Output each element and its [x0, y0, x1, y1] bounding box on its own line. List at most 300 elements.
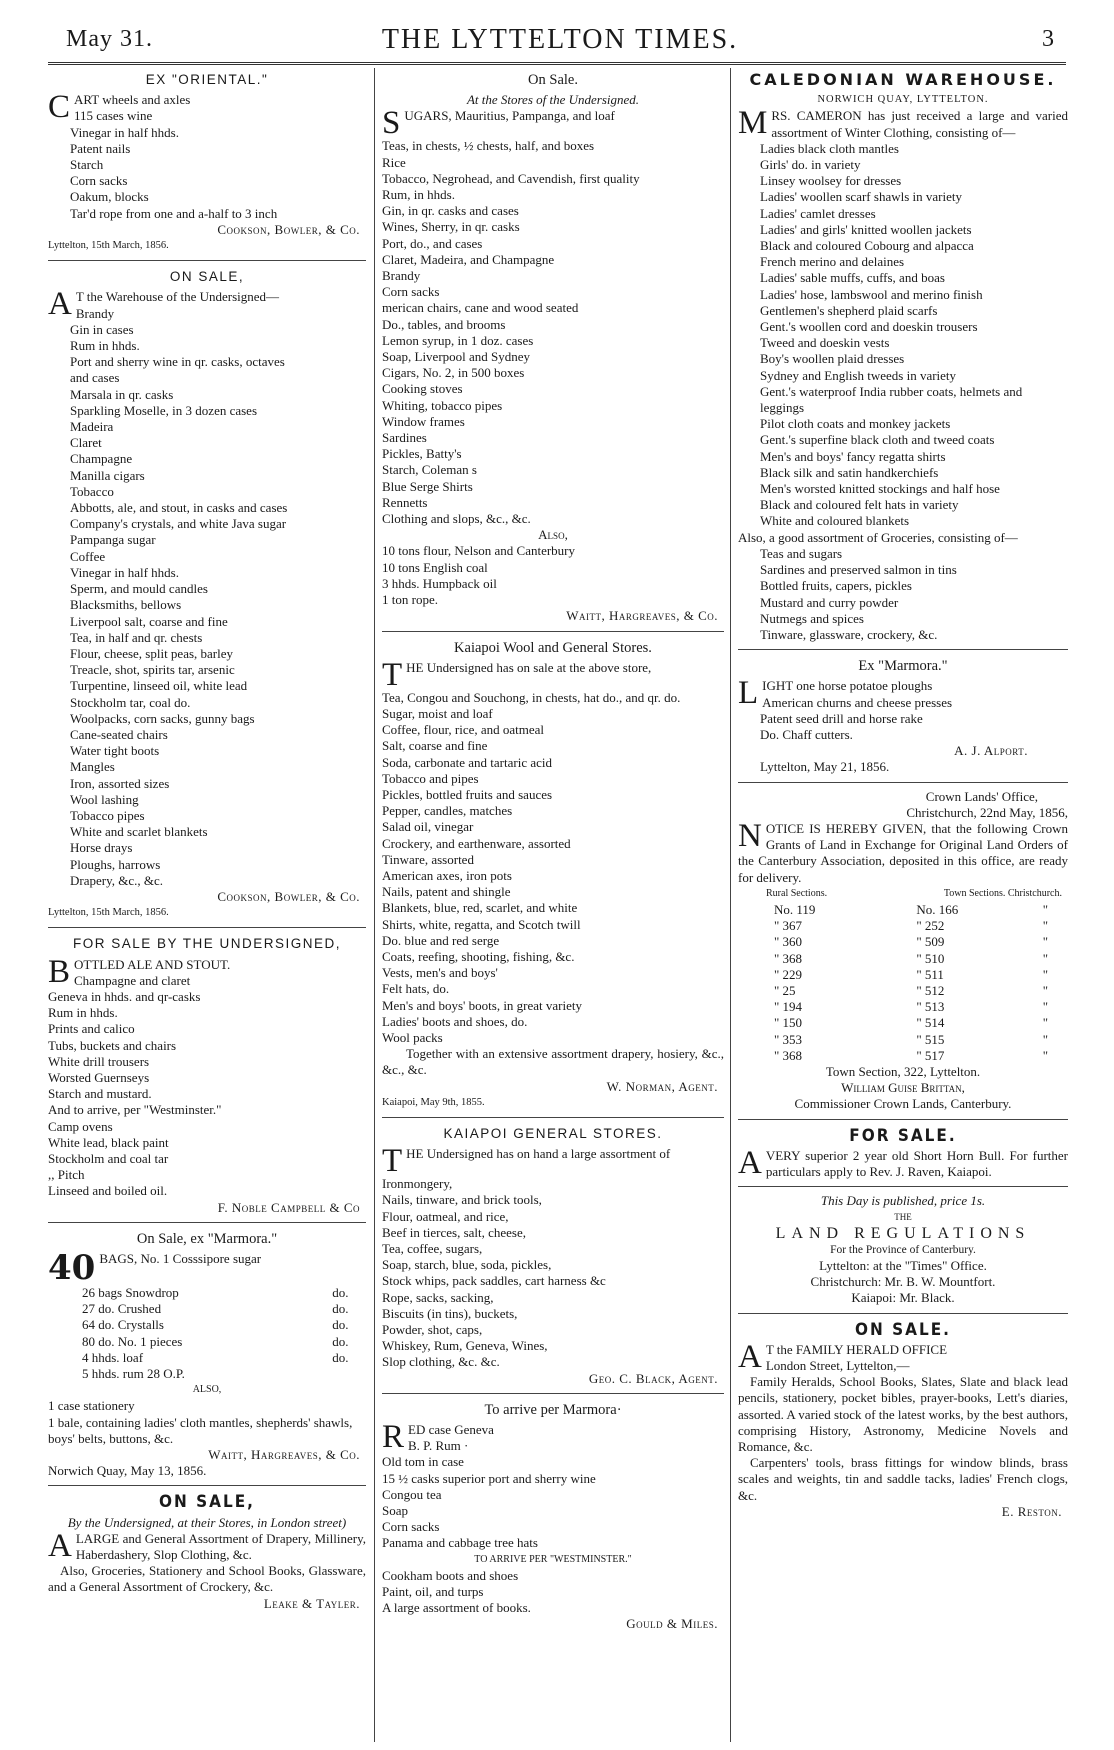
list-item: Rope, sacks, sacking, — [382, 1289, 494, 1305]
list-item: Pepper, candles, matches — [382, 803, 513, 819]
masthead-rule — [48, 62, 1066, 65]
list-item: Cookham boots and shoes — [382, 1567, 519, 1583]
sections-table — [738, 902, 1068, 1064]
list-item: Powder, shot, caps, — [382, 1322, 483, 1338]
rural-section-cell: " 25 — [774, 982, 796, 998]
table-row — [738, 918, 1068, 934]
drop-cap: S — [382, 105, 401, 142]
list-item: Black and coloured Cobourg and alpacca — [760, 238, 974, 254]
advert-first-line: IGHT one horse potatoe ploughs — [762, 678, 933, 694]
advert-text: VERY superior 2 year old Short Horn Bull. For further particulars apply to Rev. J. Raven, Kaiapoi. — [765, 1147, 1068, 1179]
town-section-cell: No. 166 — [916, 901, 959, 917]
goods-cell: 4 hhds. loaf — [82, 1349, 144, 1365]
column-1 — [48, 70, 366, 1742]
item-list — [382, 1438, 724, 1551]
list-item: Whiskey, Rum, Geneva, Wines, — [382, 1338, 548, 1354]
list-item: Gin, in qr. casks and cases — [382, 203, 519, 219]
list-item: Starch — [70, 157, 104, 173]
rural-section-cell: " 229 — [774, 966, 803, 982]
address-line: London Street, Lyttelton,— — [765, 1358, 910, 1374]
list-item: Bottled fruits, capers, pickles — [760, 578, 912, 594]
issue-date: May 31. — [66, 26, 153, 52]
office-line: Crown Lands' Office, — [925, 788, 1038, 804]
advert-subheading: At the Stores of the Undersigned. — [466, 92, 640, 108]
list-item: Tinware, assorted — [382, 851, 474, 867]
goods-cell: 64 do. Crystalls — [82, 1317, 164, 1333]
list-item: Worsted Guernseys — [48, 1069, 150, 1085]
list-item: Do. Chaff cutters. — [760, 726, 853, 742]
table-row — [48, 1334, 366, 1350]
list-item: Ladies' and girls' knitted woollen jackets — [760, 221, 972, 237]
advert-heading: FOR SALE. — [849, 1125, 957, 1146]
list-item: 1 bale, containing ladies' cloth mantles, shepherds' shawls, boys' belts, buttons, &c. — [48, 1414, 353, 1446]
list-item: Pickles, Batty's — [382, 446, 462, 462]
advert-to-arrive-marmora — [382, 1393, 724, 1633]
list-item: Clothing and slops, &c., &c. — [382, 511, 531, 527]
list-item: ,, Pitch — [48, 1167, 85, 1183]
christchurch-ditto-cell: " — [1042, 950, 1049, 966]
advert-signature: Geo. C. Black, Agent. — [588, 1370, 718, 1386]
list-item: Vinegar in half hhds. — [70, 564, 179, 580]
big-number: 40 — [48, 1248, 96, 1289]
drop-cap: B — [48, 953, 71, 990]
town-section-cell: " 512 — [916, 982, 945, 998]
christchurch-ditto-cell: " — [1042, 966, 1049, 982]
advert-heading: KAIAPOI GENERAL STORES. — [443, 1125, 663, 1141]
advert-land-regulations — [738, 1186, 1068, 1306]
advert-heading: Kaiapoi Wool and General Stores. — [454, 639, 652, 656]
list-item: White lead, black paint — [48, 1134, 169, 1150]
list-item: and cases — [70, 370, 120, 386]
advert-heading: ON SALE. — [855, 1319, 951, 1340]
advert-kaiapoi-wool — [382, 631, 724, 1111]
list-item: Company's crystals, and white Java sugar — [70, 516, 287, 532]
list-item: Christchurch: Mr. B. W. Mountfort. — [810, 1274, 996, 1290]
advert-date: Lyttelton, 15th March, 1856. — [48, 907, 169, 919]
advert-date: Lyttelton, May 21, 1856. — [760, 759, 890, 775]
list-item: Sydney and English tweeds in variety — [760, 367, 957, 383]
list-item: Liverpool salt, coarse and fine — [70, 613, 228, 629]
advert-ex-marmora-alport — [738, 649, 1068, 775]
town-section-cell: " 514 — [916, 1015, 945, 1031]
list-item: Brandy — [75, 305, 115, 321]
list-item: 10 tons flour, Nelson and Canterbury — [382, 543, 576, 559]
christchurch-ditto-cell: " — [1042, 982, 1049, 998]
list-item: Ladies black cloth mantles — [760, 140, 899, 156]
list-item: Tobacco, Negrohead, and Cavendish, first quality — [382, 170, 640, 186]
advert-first-line: LARGE and General Assortment of Drapery, Millinery, Haberdashery, Slop Clothing, &c. — [75, 1530, 366, 1563]
notice-crown-lands — [738, 782, 1068, 1113]
list-item: Teas, in chests, ½ chests, half, and boxes — [382, 138, 595, 154]
column-3 — [738, 70, 1068, 1742]
list-item: Champagne and claret — [74, 972, 191, 988]
drop-cap: T — [382, 1143, 403, 1180]
list-item: Abbotts, ale, and stout, in casks and cases — [70, 500, 288, 516]
list-item: 1 ton rope. — [382, 592, 438, 608]
list-item: Rice — [382, 154, 406, 170]
advert-date: Kaiapoi, May 9th, 1855. — [382, 1096, 485, 1108]
list-item: Tea, coffee, sugars, — [382, 1241, 483, 1256]
drop-cap: C — [48, 89, 71, 126]
advert-ex-oriental — [48, 72, 366, 254]
list-item: Stockholm tar, coal do. — [70, 694, 191, 710]
list-item: White and scarlet blankets — [70, 824, 208, 840]
list-item: Rum in hhds. — [70, 338, 140, 354]
list-item: Vinegar in half hhds. — [70, 124, 179, 140]
item-list — [738, 695, 1068, 744]
table-row — [738, 983, 1068, 999]
advert-signature: W. Norman, Agent. — [606, 1078, 718, 1094]
list-item: Lyttelton: at the "Times" Office. — [819, 1258, 987, 1274]
advert-signature: Gould & Miles. — [626, 1616, 718, 1632]
rural-section-cell: " 360 — [774, 934, 803, 950]
advert-heading: CALEDONIAN WAREHOUSE. — [749, 70, 1057, 89]
advert-signature: A. J. Alport. — [954, 743, 1028, 759]
rural-section-cell: " 353 — [774, 1031, 803, 1047]
item-list — [382, 543, 724, 608]
advert-paragraph: Together with an extensive assortment drapery, hosiery, &c., &c., &c. — [382, 1046, 724, 1078]
town-sections-heading: Town Sections. Christchurch. — [943, 887, 1062, 899]
list-item: Turpentine, linseed oil, white lead — [70, 678, 248, 694]
town-section-cell: " 517 — [916, 1047, 945, 1063]
list-item: Water tight boots — [70, 743, 160, 759]
list-item: Men's worsted knitted stockings and half hose — [760, 481, 1000, 497]
column-2 — [382, 70, 724, 1742]
table-row — [738, 999, 1068, 1015]
goods-cell: 5 hhds. rum 28 O.P. — [82, 1366, 185, 1382]
list-item: Congou tea — [382, 1486, 442, 1502]
list-item: Flour, oatmeal, and rice, — [382, 1208, 509, 1224]
list-item: Gentlemen's shepherd plaid scarfs — [760, 302, 938, 318]
list-item: Woolpacks, corn sacks, gunny bags — [70, 710, 255, 726]
list-item: Gent.'s woollen cord and doeskin trousers — [760, 319, 978, 335]
advert-subheading: This Day is published, price 1s. — [820, 1193, 986, 1209]
advert-heading: EX "ORIENTAL." — [145, 72, 269, 87]
list-item: Tobacco and pipes — [382, 770, 479, 786]
list-item: Lemon syrup, in 1 doz. cases — [382, 332, 534, 348]
advert-on-sale-warehouse — [48, 260, 366, 921]
advert-signature: Cookson, Bowler, & Co. — [217, 221, 360, 237]
list-item: Vests, men's and boys' — [382, 965, 498, 981]
newspaper-title: THE LYTTELTON TIMES. — [381, 24, 739, 55]
list-item: Cooking stoves — [382, 381, 463, 397]
drop-cap: A — [738, 1144, 762, 1181]
drop-cap: A — [48, 286, 72, 323]
list-item: French merino and delaines — [760, 254, 905, 270]
list-item: Felt hats, do. — [382, 981, 450, 997]
list-item: Patent nails — [70, 140, 131, 156]
list-item: Brandy — [382, 268, 421, 284]
goods-table — [48, 1285, 366, 1382]
list-item: Rennetts — [382, 494, 428, 510]
list-item: Nails, tinware, and brick tools, — [382, 1192, 542, 1208]
drop-cap: M — [738, 105, 768, 142]
table-row — [738, 934, 1068, 950]
list-item: Coats, reefing, shooting, fishing, &c. — [382, 948, 575, 964]
town-section-cell: " 252 — [916, 918, 945, 934]
advert-first-line: HE Undersigned has on hand a large assortment of — [406, 1146, 671, 1162]
item-list — [48, 108, 366, 221]
list-item: Salad oil, vinegar — [382, 819, 474, 835]
advert-date: Norwich Quay, May 13, 1856. — [48, 1463, 207, 1479]
item-list — [382, 138, 724, 527]
list-item: Camp ovens — [48, 1118, 113, 1134]
table-row — [738, 1015, 1068, 1031]
table-row — [738, 1048, 1068, 1064]
advert-first-line: UGARS, Mauritius, Pampanga, and loaf — [404, 108, 615, 124]
advert-first-line: T the Warehouse of the Undersigned— — [75, 289, 280, 305]
list-item: Sparkling Moselle, in 3 dozen cases — [70, 402, 258, 418]
advert-caledonian-warehouse — [738, 72, 1068, 643]
list-item: Linsey woolsey for dresses — [760, 173, 902, 189]
list-item: Tobacco pipes — [70, 807, 145, 823]
list-item: And to arrive, per "Westminster." — [48, 1102, 222, 1118]
list-item: Boy's woollen plaid dresses — [760, 351, 905, 367]
ditto-cell: do. — [332, 1349, 349, 1365]
list-item: Teas and sugars — [760, 545, 843, 561]
list-item: Men's and boys' boots, in great variety — [382, 997, 583, 1013]
list-item: Oakum, blocks — [70, 189, 149, 205]
also-line: Also, a good assortment of Groceries, consisting of— — [738, 529, 1018, 545]
list-item: Prints and calico — [48, 1021, 135, 1037]
list-item: Coffee, flour, rice, and oatmeal — [382, 722, 545, 738]
also-label: Also, — [538, 527, 568, 543]
list-item: Girls' do. in variety — [760, 157, 861, 173]
list-item: 10 tons English coal — [382, 559, 488, 575]
advert-date: Lyttelton, 15th March, 1856. — [48, 240, 169, 252]
list-item: Ladies' sable muffs, cuffs, and boas — [760, 270, 945, 286]
list-item: White drill trousers — [48, 1053, 150, 1069]
advert-paragraph: Family Heralds, School Books, Slates, Slate and black lead pencils, stationery, pocket bibles, prayer-books, Lett's diaries, assorted. A varied stock of the latest works, by the best authors, comprising History, Astronomy, Medicine Novels and Romance, &c. — [738, 1374, 1068, 1455]
list-item: Blankets, blue, red, scarlet, and white — [382, 900, 578, 916]
advert-heading: ON SALE, — [169, 269, 245, 285]
table-row — [48, 1366, 366, 1382]
list-item: Coffee — [70, 548, 106, 564]
list-item: Gin in cases — [70, 321, 134, 337]
drop-cap: N — [738, 817, 762, 854]
table-row — [48, 1301, 366, 1317]
advert-first-line: T the FAMILY HERALD OFFICE — [765, 1341, 948, 1357]
list-item: Claret, Madeira, and Champagne — [382, 251, 555, 267]
list-item: Champagne — [70, 451, 133, 467]
advert-signature: Waitt, Hargreaves, & Co. — [566, 608, 718, 624]
list-item: Tar'd rope from one and a-half to 3 inch — [70, 205, 278, 221]
christchurch-ditto-cell: " — [1042, 934, 1049, 950]
table-row — [738, 1032, 1068, 1048]
rural-section-cell: " 194 — [774, 999, 803, 1015]
list-item: Soap — [382, 1503, 408, 1519]
list-item: Iron, assorted sizes — [70, 775, 170, 791]
list-item: Corn sacks — [382, 284, 440, 300]
list-item: Stockholm and coal tar — [48, 1151, 169, 1166]
town-section-cell: " 515 — [916, 1031, 945, 1047]
advert-subheading: By the Undersigned, at their Stores, in London street) — [67, 1514, 347, 1530]
rural-section-cell: " 367 — [774, 918, 803, 934]
town-section-cell: " 511 — [916, 966, 944, 982]
list-item: Gent.'s superfine black cloth and tweed coats — [760, 432, 995, 448]
list-item: Sardines — [382, 430, 427, 446]
list-item: Tubs, buckets and chairs — [48, 1037, 177, 1053]
list-item: 3 hhds. Humpback oil — [382, 575, 497, 591]
goods-cell: 26 bags Snowdrop — [82, 1285, 179, 1301]
notice-text: OTICE IS HEREBY GIVEN, that the following Crown Grants of Land in Exchange for Original Land Orders of the Canterbury Association, deposited in this office, are ready for delivery. — [738, 820, 1068, 885]
list-item: Crockery, and earthenware, assorted — [382, 835, 571, 851]
list-item: Mustard and curry powder — [760, 594, 899, 610]
list-item: Slop clothing, &c. &c. — [382, 1354, 500, 1370]
list-item: Ladies' camlet dresses — [760, 205, 876, 221]
office-date: Christchurch, 22nd May, 1856, — [906, 804, 1068, 820]
list-item: Pickles, bottled fruits and sauces — [382, 786, 553, 802]
list-item: Tobacco — [70, 483, 114, 499]
advert-heading: Ex "Marmora." — [858, 658, 948, 675]
table-row — [48, 1285, 366, 1301]
advert-kaiapoi-general — [382, 1117, 724, 1387]
item-list — [738, 1258, 1068, 1307]
list-item: Cigars, No. 2, in 500 boxes — [382, 365, 525, 381]
column-divider — [730, 68, 731, 1742]
list-item: Pampanga sugar — [70, 532, 156, 548]
table-row — [48, 1350, 366, 1366]
drop-cap: A — [738, 1338, 762, 1375]
list-item: Corn sacks — [70, 173, 128, 189]
list-item: Sugar, moist and loaf — [382, 705, 493, 721]
publication-subtitle: For the Province of Canterbury. — [830, 1243, 976, 1256]
advert-heading: On Sale, ex "Marmora." — [136, 1230, 278, 1247]
list-item: Patent seed drill and horse rake — [760, 710, 923, 726]
goods-cell: 27 do. Crushed — [82, 1301, 162, 1317]
list-item: Ironmongery, — [382, 1176, 453, 1192]
list-item: 115 cases wine — [74, 108, 153, 124]
ditto-cell — [332, 1366, 366, 1382]
advert-first-line: OTTLED ALE AND STOUT. — [74, 956, 231, 972]
list-item: Rum in hhds. — [48, 1005, 118, 1021]
advert-first-line: BAGS, No. 1 Cosssipore sugar — [99, 1251, 262, 1267]
christchurch-ditto-cell: " — [1042, 1015, 1049, 1031]
item-list — [738, 546, 1068, 643]
item-list — [48, 973, 366, 1200]
town-section-cell: " 510 — [916, 950, 945, 966]
advert-subheading: NORWICH QUAY, LYTTELTON. — [817, 94, 989, 106]
advert-heading: On Sale. — [528, 72, 578, 88]
list-item: Sardines and preserved salmon in tins — [760, 562, 957, 578]
advert-family-herald — [738, 1313, 1068, 1520]
advert-for-sale-undersigned — [48, 927, 366, 1215]
advert-signature: E. Reston. — [1001, 1503, 1062, 1519]
item-list — [382, 1568, 724, 1617]
masthead — [66, 22, 1054, 58]
advert-ex-marmora — [48, 1222, 366, 1480]
list-item: Treacle, shot, spirits tar, arsenic — [70, 662, 235, 678]
column-divider — [374, 68, 375, 1742]
advert-first-line: RS. CAMERON has just received a large and varied assortment of Winter Clothing, consisting of— — [771, 108, 1068, 140]
christchurch-ditto-cell: " — [1042, 918, 1049, 934]
list-item: Wool packs — [382, 1029, 443, 1045]
list-item: Madeira — [70, 419, 114, 435]
rural-sections-heading: Rural Sections. — [766, 887, 828, 899]
ditto-cell: do. — [332, 1285, 349, 1301]
list-item: Blue Serge Shirts — [382, 478, 473, 494]
list-item: Beef in tierces, salt, cheese, — [382, 1224, 527, 1240]
list-item: Men's and boys' fancy regatta shirts — [760, 448, 946, 464]
list-item: Wines, Sherry, in qr. casks — [382, 219, 520, 235]
list-item: American churns and cheese presses — [762, 694, 953, 710]
list-item: Soda, carbonate and tartaric acid — [382, 754, 552, 770]
list-item: Rum, in hhds. — [382, 187, 455, 203]
advert-paragraph: Also, Groceries, Stationery and School Books, Glassware, and a General Assortment of Crockery, &c. — [48, 1563, 366, 1595]
table-row — [48, 1317, 366, 1333]
advert-first-line: ART wheels and axles — [74, 92, 191, 108]
list-item: merican chairs, cane and wood seated — [382, 300, 579, 316]
item-list — [738, 141, 1068, 530]
advert-stores-undersigned — [382, 72, 724, 625]
list-item: Tweed and doeskin vests — [760, 335, 890, 351]
advert-first-line: ED case Geneva — [408, 1422, 494, 1438]
list-item: Geneva in hhds. and qr-casks — [48, 988, 201, 1004]
list-item: Flour, cheese, split peas, barley — [70, 645, 234, 661]
christchurch-ditto-cell: " — [1042, 1031, 1049, 1047]
town-section-cell: " 513 — [916, 999, 945, 1015]
advert-heading: FOR SALE BY THE UNDERSIGNED, — [72, 936, 342, 952]
list-item: American axes, iron pots — [382, 867, 512, 883]
list-item: Corn sacks — [382, 1519, 440, 1535]
publication-title: LAND REGULATIONS — [775, 1224, 1031, 1242]
goods-cell: 80 do. No. 1 pieces — [82, 1333, 183, 1349]
list-item: Soap, Liverpool and Sydney — [382, 349, 531, 365]
list-item: Panama and cabbage tree hats — [382, 1535, 538, 1551]
christchurch-ditto-cell: " — [1042, 1047, 1049, 1063]
list-item: Claret — [70, 435, 102, 451]
list-item: Linseed and boiled oil. — [48, 1183, 168, 1199]
list-item: Do. blue and red serge — [382, 932, 500, 948]
drop-cap: R — [382, 1419, 405, 1456]
signatory-title: Commissioner Crown Lands, Canterbury. — [794, 1096, 1012, 1112]
list-item: Blacksmiths, bellows — [70, 597, 182, 613]
list-item: Sperm, and mould candles — [70, 581, 208, 597]
list-item: Wool lashing — [70, 791, 139, 807]
list-item: Manilla cigars — [70, 467, 145, 483]
advert-signature: Cookson, Bowler, & Co. — [217, 888, 360, 904]
list-item: Gent.'s waterproof India rubber coats, helmets and leggings — [760, 383, 1023, 416]
the-label: THE — [894, 1212, 912, 1223]
list-item: Marsala in qr. casks — [70, 386, 174, 402]
advert-paragraph: Carpenters' tools, brass fittings for window blinds, brass scales and weights, tin and saddle tacks, ladies' French clogs, &c. — [738, 1455, 1068, 1503]
list-item: Paint, oil, and turps — [382, 1584, 484, 1600]
arrive-note: TO ARRIVE PER "WESTMINSTER." — [474, 1553, 632, 1565]
list-item: Soap, starch, blue, soda, pickles, — [382, 1257, 552, 1273]
advert-first-line: HE Undersigned has on sale at the above store, — [406, 659, 652, 675]
list-item: Port, do., and cases — [382, 235, 483, 251]
list-item: Window frames — [382, 413, 465, 429]
christchurch-ditto-cell: " — [1042, 901, 1049, 917]
list-item: Stock whips, pack saddles, cart harness &c — [382, 1273, 606, 1289]
advert-for-sale-bull — [738, 1119, 1068, 1181]
table-row — [738, 902, 1068, 918]
list-item: B. P. Rum · — [408, 1438, 469, 1454]
list-item: Tea, in half and qr. chests — [70, 629, 203, 645]
list-item: Biscuits (in tins), buckets, — [382, 1305, 518, 1321]
advert-heading: To arrive per Marmora· — [484, 1401, 622, 1418]
list-item: Tinware, glassware, crockery, &c. — [760, 626, 938, 642]
signatory-name: William Guise Brittan, — [841, 1080, 965, 1096]
list-item: Whiting, tobacco pipes — [382, 397, 503, 413]
list-item: Tea, Congou and Souchong, in chests, hat do., and qr. do. — [382, 689, 681, 705]
list-item: Black and coloured felt hats in variety — [760, 497, 959, 513]
list-item: Drapery, &c., &c. — [70, 872, 164, 888]
list-item: Old tom in case — [382, 1454, 464, 1470]
list-item: Port and sherry wine in qr. casks, octaves — [70, 354, 285, 370]
list-item: 1 case stationery — [48, 1398, 135, 1414]
advert-heading: ON SALE, — [159, 1492, 255, 1513]
